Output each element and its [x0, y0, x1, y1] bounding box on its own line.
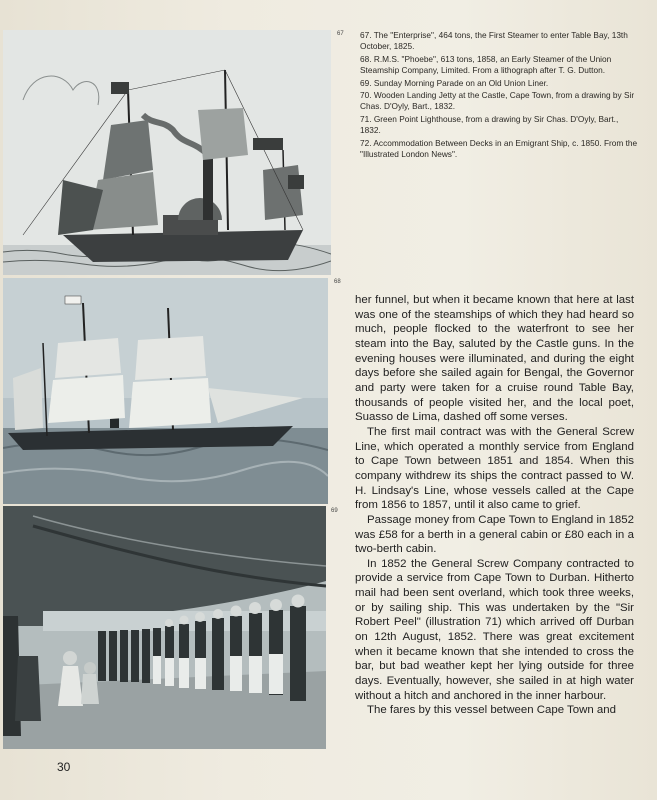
figure-number: 67 [337, 31, 344, 37]
body-paragraph: In 1852 the General Screw Company contracted to provide a service from Cape Town to Durban. Hitherto mail had been sent overland, which took three weeks, or by sailing ship. This was undertaken by the "Sir Robert Peel" (illustration 71) which arrived off Durban on 12th August, 1852. There was great excitement when it became known that she intended to cross the bar, but bad weather kept her lying outside for three days. Eventually, however, she sailed in at high water without a hitch and anchored in the inner harbour. [355, 557, 634, 702]
illustration-sunday-parade [3, 506, 326, 749]
illustration-rms-phoebe [3, 278, 328, 504]
body-paragraph: her funnel, but when it became known that here at last was one of the steamships of which they had heard so much, people flocked to the waterfront to see her steam into the Bay, saluted by the Castle guns. In the evening houses were illuminated, and during the eight days before she sailed again for Bengal, the Governor and party were taken for a cruise round Table Bay, thousands of people visited her, and the local poet, Suasso de Lima, dashed off some verses. [355, 294, 634, 424]
figure-number: 68 [334, 279, 341, 285]
parade-deck-drawing [3, 506, 326, 749]
body-paragraph: The first mail contract was with the General Screw Line, which operated a monthly service from England to Cape Town between 1851 and 1854. When this company withdrew its ships the contract passed to W. H. Lindsay's Line, whose vessels called at the Cape from 1856 to 1857, until it also came to grief. [355, 425, 634, 512]
phoebe-ship-drawing [3, 278, 328, 504]
page-number: 30 [57, 760, 71, 774]
caption: 68. R.M.S. "Phoebe", 613 tons, 1858, an Early Steamer of the Union Steamship Company, Limited. From a lithograph after T. G. Dutton. [360, 53, 612, 76]
enterprise-ship-drawing [3, 30, 331, 275]
caption: 71. Green Point Lighthouse, from a drawing by Sir Chas. D'Oyly, Bart., 1832. [360, 113, 619, 136]
body-text-column [355, 293, 634, 718]
illustration-enterprise-steamer [3, 30, 331, 275]
caption: 72. Accommodation Between Decks in an Emigrant Ship, c. 1850. From the "Illustrated London News". [360, 137, 638, 160]
caption: 69. Sunday Morning Parade on an Old Union Liner. [360, 77, 549, 88]
body-paragraph: The fares by this vessel between Cape Town and [367, 704, 617, 717]
caption: 67. The "Enterprise", 464 tons, the First Steamer to enter Table Bay, 13th October, 1825. [360, 30, 628, 52]
body-paragraph: Passage money from Cape Town to England in 1852 was £58 for a berth in a general cabin or £80 each in a two-berth cabin. [355, 513, 634, 556]
figure-number: 69 [331, 508, 338, 514]
caption: 70. Wooden Landing Jetty at the Castle, Cape Town, from a drawing by Sir Chas. D'Oyly, Bart., 1832. [360, 90, 635, 112]
figure-captions [360, 30, 640, 161]
